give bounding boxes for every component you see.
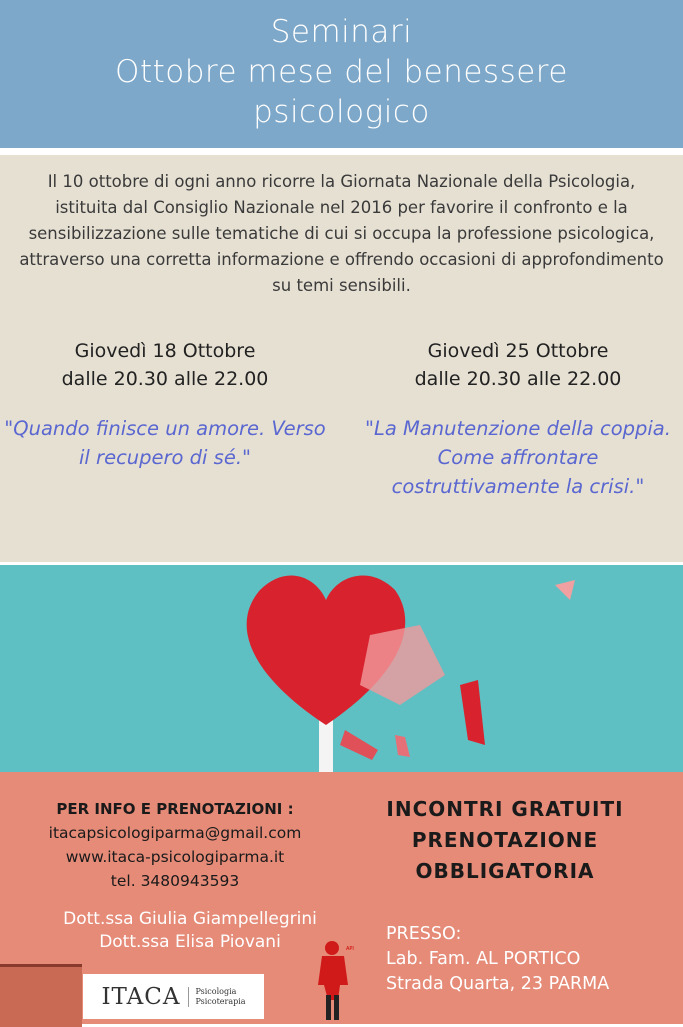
event-date: Giovedì 18 Ottobre — [74, 340, 256, 362]
title-line-2: Ottobre mese del benessere — [115, 54, 568, 90]
notice-line: PRENOTAZIONE — [411, 828, 599, 852]
title-line-3: psicologico — [253, 94, 430, 130]
footer — [0, 772, 683, 1024]
svg-text:API: API — [346, 946, 354, 952]
itaca-logo — [83, 974, 264, 1019]
header — [0, 0, 683, 148]
notice-line: INCONTRI GRATUITI — [386, 797, 624, 821]
email-link[interactable]: itacapsicologiparma@gmail.com — [48, 824, 302, 842]
partner-logo-figure — [316, 940, 364, 1022]
content-panel — [0, 155, 683, 562]
event-time: dalle 20.30 alle 22.00 — [414, 368, 622, 390]
venue-address: Strada Quarta, 23 PARMA — [386, 974, 610, 994]
venue-name: Lab. Fam. AL PORTICO — [386, 949, 581, 969]
wall-decoration — [0, 964, 82, 1027]
broken-heart-lollipop-image — [0, 565, 683, 772]
website-link[interactable]: www.itaca-psicologiparma.it — [65, 848, 285, 866]
contact-info — [0, 797, 350, 893]
event-title: "Quando finisce un amore. Verso il recupero di sé." — [4, 417, 326, 469]
venue-label: PRESSO: — [386, 924, 462, 944]
event-date: Giovedì 25 Ottobre — [427, 340, 609, 362]
logo-name: ITACA — [101, 983, 181, 1010]
venue — [386, 922, 609, 997]
logo-subtitle: Psicologia Psicoterapia — [188, 987, 245, 1007]
title-line-1: Seminari — [270, 14, 413, 50]
doctor-name: Dott.ssa Elisa Piovani — [99, 932, 281, 952]
notice — [360, 794, 650, 887]
phone: tel. 3480943593 — [110, 872, 240, 890]
intro-text: Il 10 ottobre di ogni anno ricorre la Giornata Nazionale della Psicologia, istituita dal Consiglio Nazionale nel 2016 per favorire il confronto e la sensibilizzazione sulle tematiche di cui si occupa la professione psicologica, attraverso una corretta informazione e offrendo occasioni di approfondimento su temi sensibili. — [19, 172, 664, 295]
info-heading: PER INFO E PRENOTAZIONI : — [56, 800, 294, 818]
event-2 — [353, 337, 683, 501]
doctors — [20, 908, 360, 954]
event-1 — [0, 337, 330, 472]
event-title: "La Manutenzione della coppia. Come affrontare costruttivamente la crisi." — [365, 417, 671, 498]
notice-line: OBBLIGATORIA — [415, 859, 595, 883]
event-time: dalle 20.30 alle 22.00 — [61, 368, 269, 390]
heart-illustration — [0, 565, 683, 772]
doctor-name: Dott.ssa Giulia Giampellegrini — [63, 909, 317, 929]
